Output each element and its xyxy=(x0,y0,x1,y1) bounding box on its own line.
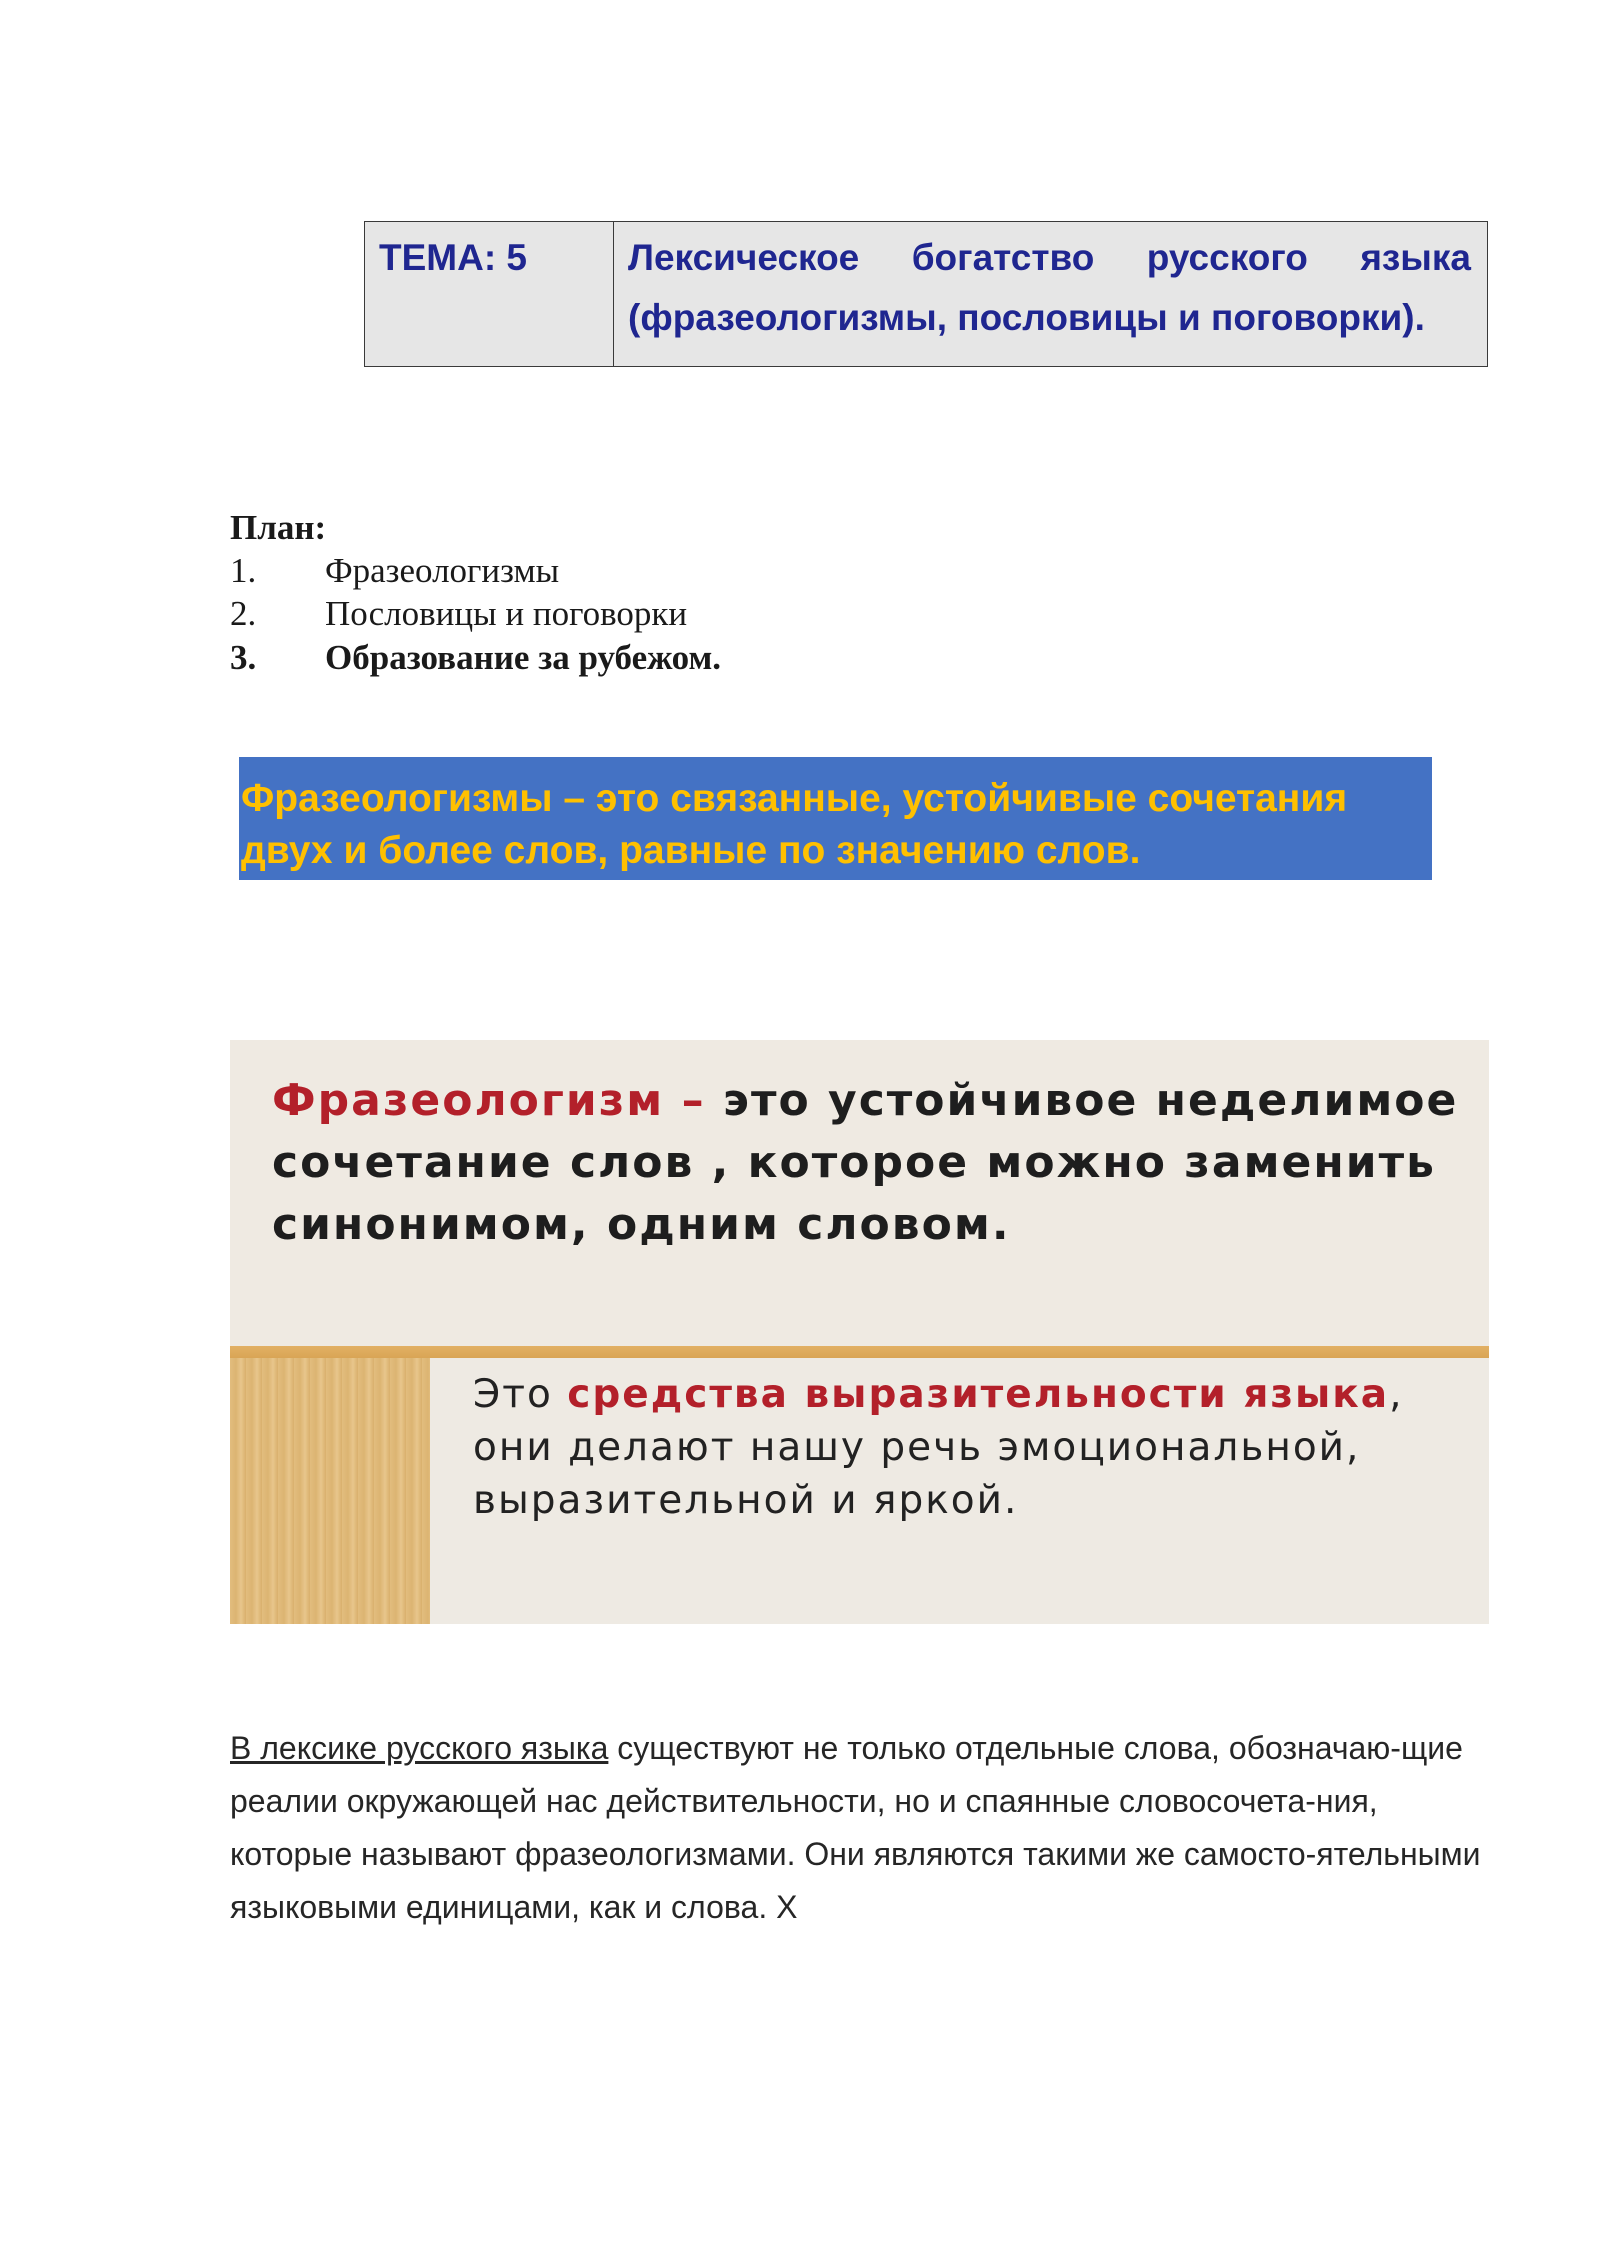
topic-table xyxy=(364,221,1488,367)
topic-title: Лексическое богатство русского языка (фразеологизмы, пословицы и поговорки). xyxy=(628,237,1471,338)
plan-item-number: 1. xyxy=(230,551,257,590)
slide-note-highlight: средства выразительности языка xyxy=(567,1372,1390,1417)
plan-item-text: Пословицы и поговорки xyxy=(325,594,688,633)
slide-note-start: Это xyxy=(473,1372,568,1417)
slide-note xyxy=(473,1368,1483,1527)
slide-divider xyxy=(230,1346,1489,1358)
slide-definition-text: это устойчивое неделимое сочетание слов , которое можно заменить синонимом, одним словом. xyxy=(272,1075,1459,1250)
body-underlined-text: В лексике русского языка xyxy=(230,1730,609,1766)
phraseologism-slide-image xyxy=(230,1040,1489,1624)
slide-definition xyxy=(272,1070,1462,1256)
definition-box: Фразеологизмы – это связанные, устойчивые сочетания двух и более слов, равные по значению слов. xyxy=(239,757,1432,880)
body-paragraph xyxy=(230,1722,1488,1934)
topic-label: ТЕМА: 5 xyxy=(365,222,614,366)
plan-heading: План: xyxy=(230,508,327,547)
plan-item-number: 3. xyxy=(230,638,257,677)
plan-item-text: Фразеологизмы xyxy=(325,551,560,590)
plan-item-text: Образование за рубежом. xyxy=(325,638,722,677)
plan-item-number: 2. xyxy=(230,594,257,633)
slide-term: Фразеологизм – xyxy=(272,1075,706,1126)
body-text: существуют не только отдельные слова, обозначаю-щие реалии окружающей нас действительности, но и спаянные словосочета-ния, которые называют фразеологизмами. Они являются такими же самосто-ятельными языковыми единицами, как и слова. Х xyxy=(230,1730,1481,1925)
slide-note-end: , они делают нашу речь эмоциональной, выразительной и яркой. xyxy=(473,1372,1404,1523)
slide-wood-texture xyxy=(230,1358,430,1624)
